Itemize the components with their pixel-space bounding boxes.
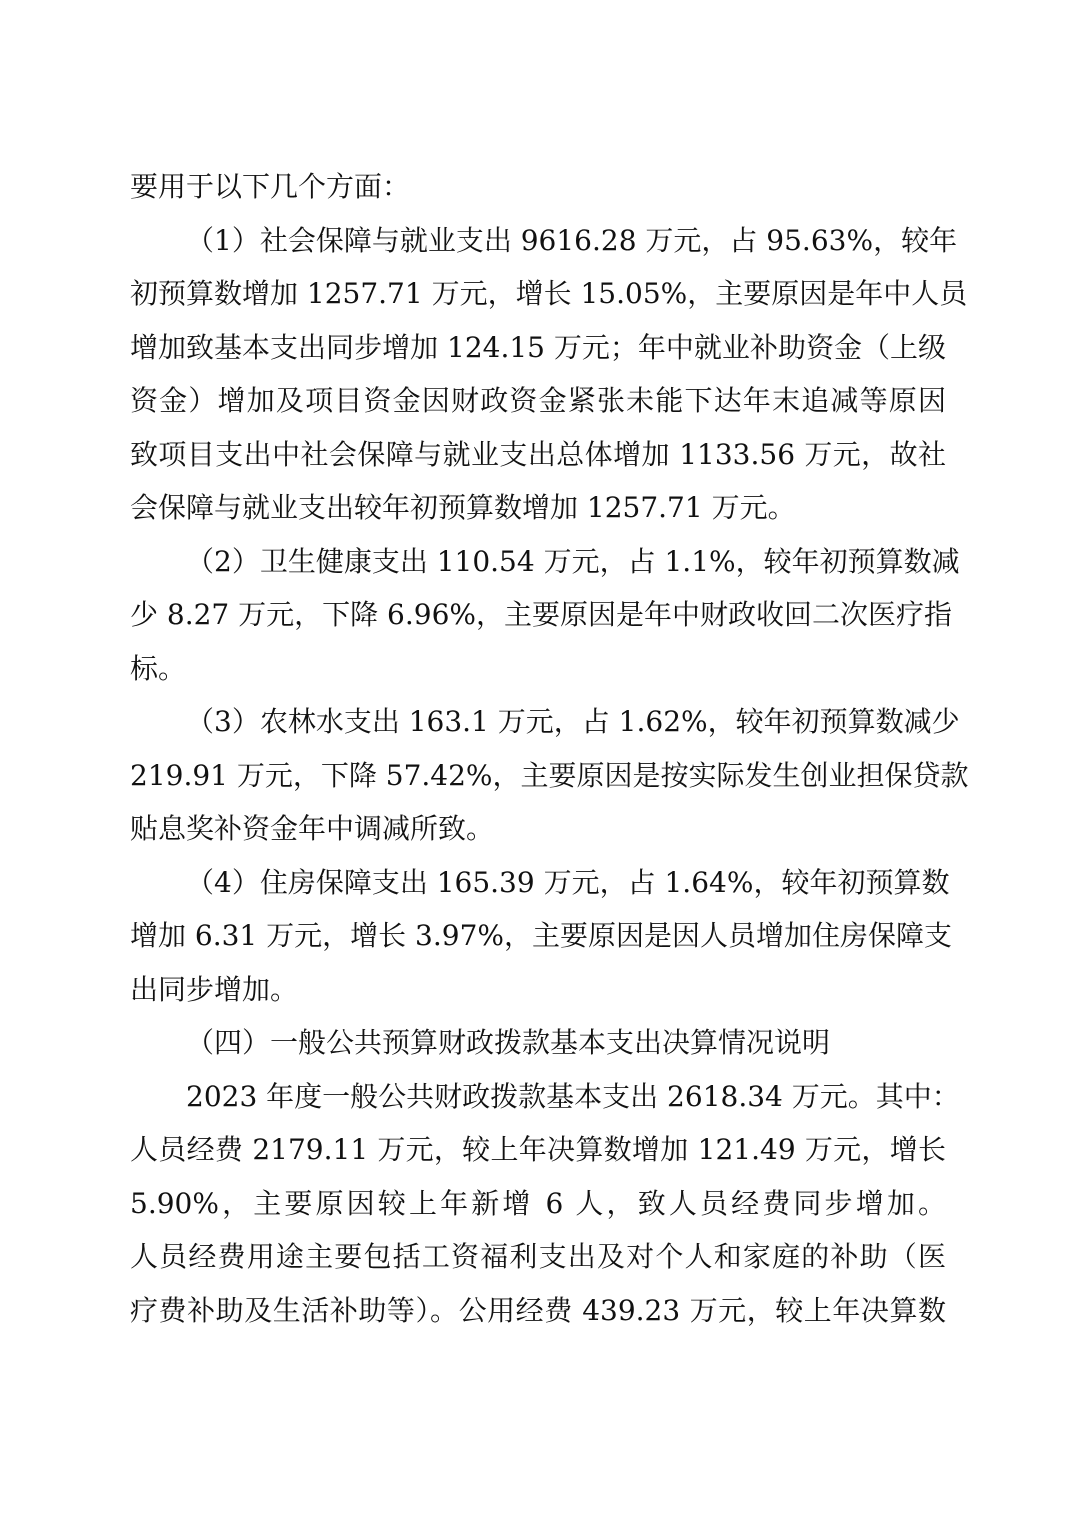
text-line: 贴息奖补资金年中调减所致。: [130, 812, 495, 845]
text-line: 219.91 万元，下降 57.42%，主要原因是按实际发生创业担保贷款: [130, 758, 969, 792]
text-line: 出同步增加。: [130, 972, 299, 1006]
text-line: 增加致基本支出同步增加 124.15 万元；年中就业补助资金（上级: [130, 330, 946, 364]
document-body: [130, 160, 969, 1337]
text-line: （2）卫生健康支出 110.54 万元，占 1.1%，较年初预算数减: [186, 544, 960, 578]
text-line: 致项目支出中社会保障与就业支出总体增加 1133.56 万元，故社: [130, 437, 946, 471]
text-line: 初预算数增加 1257.71 万元，增长 15.05%，主要原因是年中人员: [130, 277, 968, 310]
text-line: 要用于以下几个方面：: [130, 170, 411, 203]
text-line: 资金）增加及项目资金因财政资金紧张未能下达年末追减等原因: [130, 384, 946, 417]
text-line: 会保障与就业支出较年初预算数增加 1257.71 万元。: [130, 491, 796, 524]
text-line: （3）农林水支出 163.1 万元，占 1.62%，较年初预算数减少: [186, 705, 960, 738]
text-line: （四）一般公共预算财政拨款基本支出决算情况说明: [186, 1026, 831, 1059]
text-line: 少 8.27 万元，下降 6.96%，主要原因是年中财政收回二次医疗指: [130, 598, 952, 631]
text-line: 标。: [130, 651, 187, 685]
text-line: 人员经费用途主要包括工资福利支出及对个人和家庭的补助（医: [130, 1240, 946, 1273]
text-line: 疗费补助及生活补助等）。公用经费 439.23 万元，较上年决算数: [130, 1293, 946, 1327]
text-line: （4）住房保障支出 165.39 万元，占 1.64%，较年初预算数: [186, 865, 950, 899]
text-line: 人员经费 2179.11 万元，较上年决算数增加 121.49 万元，增长: [130, 1133, 946, 1166]
text-line: （1）社会保障与就业支出 9616.28 万元，占 95.63%，较年: [186, 223, 958, 257]
text-line: 5.90%，主要原因较上年新增 6 人，致人员经费同步增加。: [130, 1186, 946, 1220]
text-line: 2023 年度一般公共财政拨款基本支出 2618.34 万元。其中：: [186, 1079, 960, 1113]
text-line: 增加 6.31 万元，增长 3.97%，主要原因是因人员增加住房保障支: [130, 919, 952, 952]
